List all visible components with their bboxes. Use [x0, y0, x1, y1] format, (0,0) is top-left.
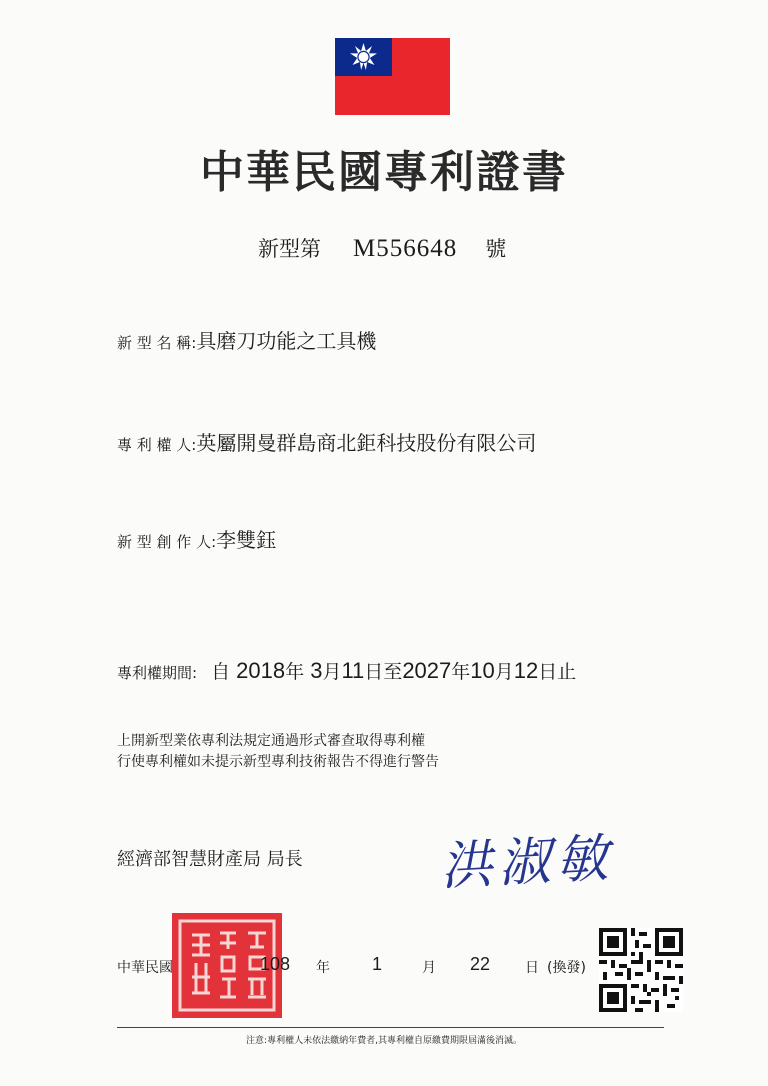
patent-number-line: [258, 233, 506, 263]
director-signature: 洪淑敏: [438, 828, 616, 898]
qr-code-icon: [599, 928, 683, 1012]
term-from-text: 自: [211, 661, 231, 683]
term-month-label-2: 月: [494, 661, 514, 683]
issue-day: 22: [470, 954, 491, 974]
patentee-label: 專 利 權 人:: [117, 436, 197, 454]
creator-label: 新 型 創 作 人:: [117, 533, 217, 551]
term-end-year: 2027: [402, 658, 452, 683]
patentee-value: 英屬開曼群島商北鉅科技股份有限公司: [196, 431, 537, 455]
issue-date-row: [117, 954, 617, 981]
national-flag: [335, 38, 450, 115]
flag-canton: [335, 38, 392, 76]
creator-row: [117, 524, 276, 553]
term-start-day: 11: [341, 658, 365, 683]
term-to-text: 日至: [364, 661, 403, 683]
issue-remark: (換發): [547, 960, 586, 976]
issue-year-label: 年: [316, 960, 330, 976]
issuing-agency: 經濟部智慧財產局 局長: [117, 849, 303, 870]
term-start-year: 2018: [236, 658, 286, 683]
number-prefix: 新型第: [258, 237, 321, 261]
footnote: 注意:專利權人未依法繳納年費者,其專利權自原繳費期限屆滿後消滅。: [246, 1036, 522, 1046]
term-month-label: 月: [322, 661, 342, 683]
term-year-label: 年: [285, 661, 305, 683]
footer-divider: [117, 1027, 664, 1028]
term-end-month: 10: [470, 658, 495, 683]
utility-name-row: [117, 325, 376, 354]
issue-era: 中華民國: [117, 960, 173, 976]
utility-name-label: 新 型 名 稱:: [117, 334, 197, 352]
term-year-label-2: 年: [451, 661, 471, 683]
issue-day-label: 日: [525, 960, 539, 976]
patent-term-label: 專利權期間:: [117, 664, 198, 682]
issue-year: 108: [260, 954, 291, 974]
patent-term-row: [117, 657, 576, 684]
legal-note-2: 行使專利權如未提示新型專利技術報告不得進行警告: [117, 754, 439, 770]
patentee-row: [117, 427, 536, 456]
issue-month-label: 月: [422, 960, 436, 976]
issue-month: 1: [372, 954, 383, 974]
term-start-month: 3: [310, 658, 323, 683]
certificate-title: 中華民國專利證書: [200, 147, 568, 198]
term-end-text: 日止: [538, 661, 577, 683]
patent-number: M556648: [353, 235, 458, 262]
legal-note-1: 上開新型業依專利法規定通過形式審查取得專利權: [117, 733, 425, 749]
number-suffix: 號: [485, 237, 507, 261]
creator-value: 李雙鈺: [216, 528, 277, 552]
white-sun-icon: [335, 38, 392, 76]
term-end-day: 12: [513, 658, 539, 683]
utility-name-value: 具磨刀功能之工具機: [196, 329, 377, 353]
